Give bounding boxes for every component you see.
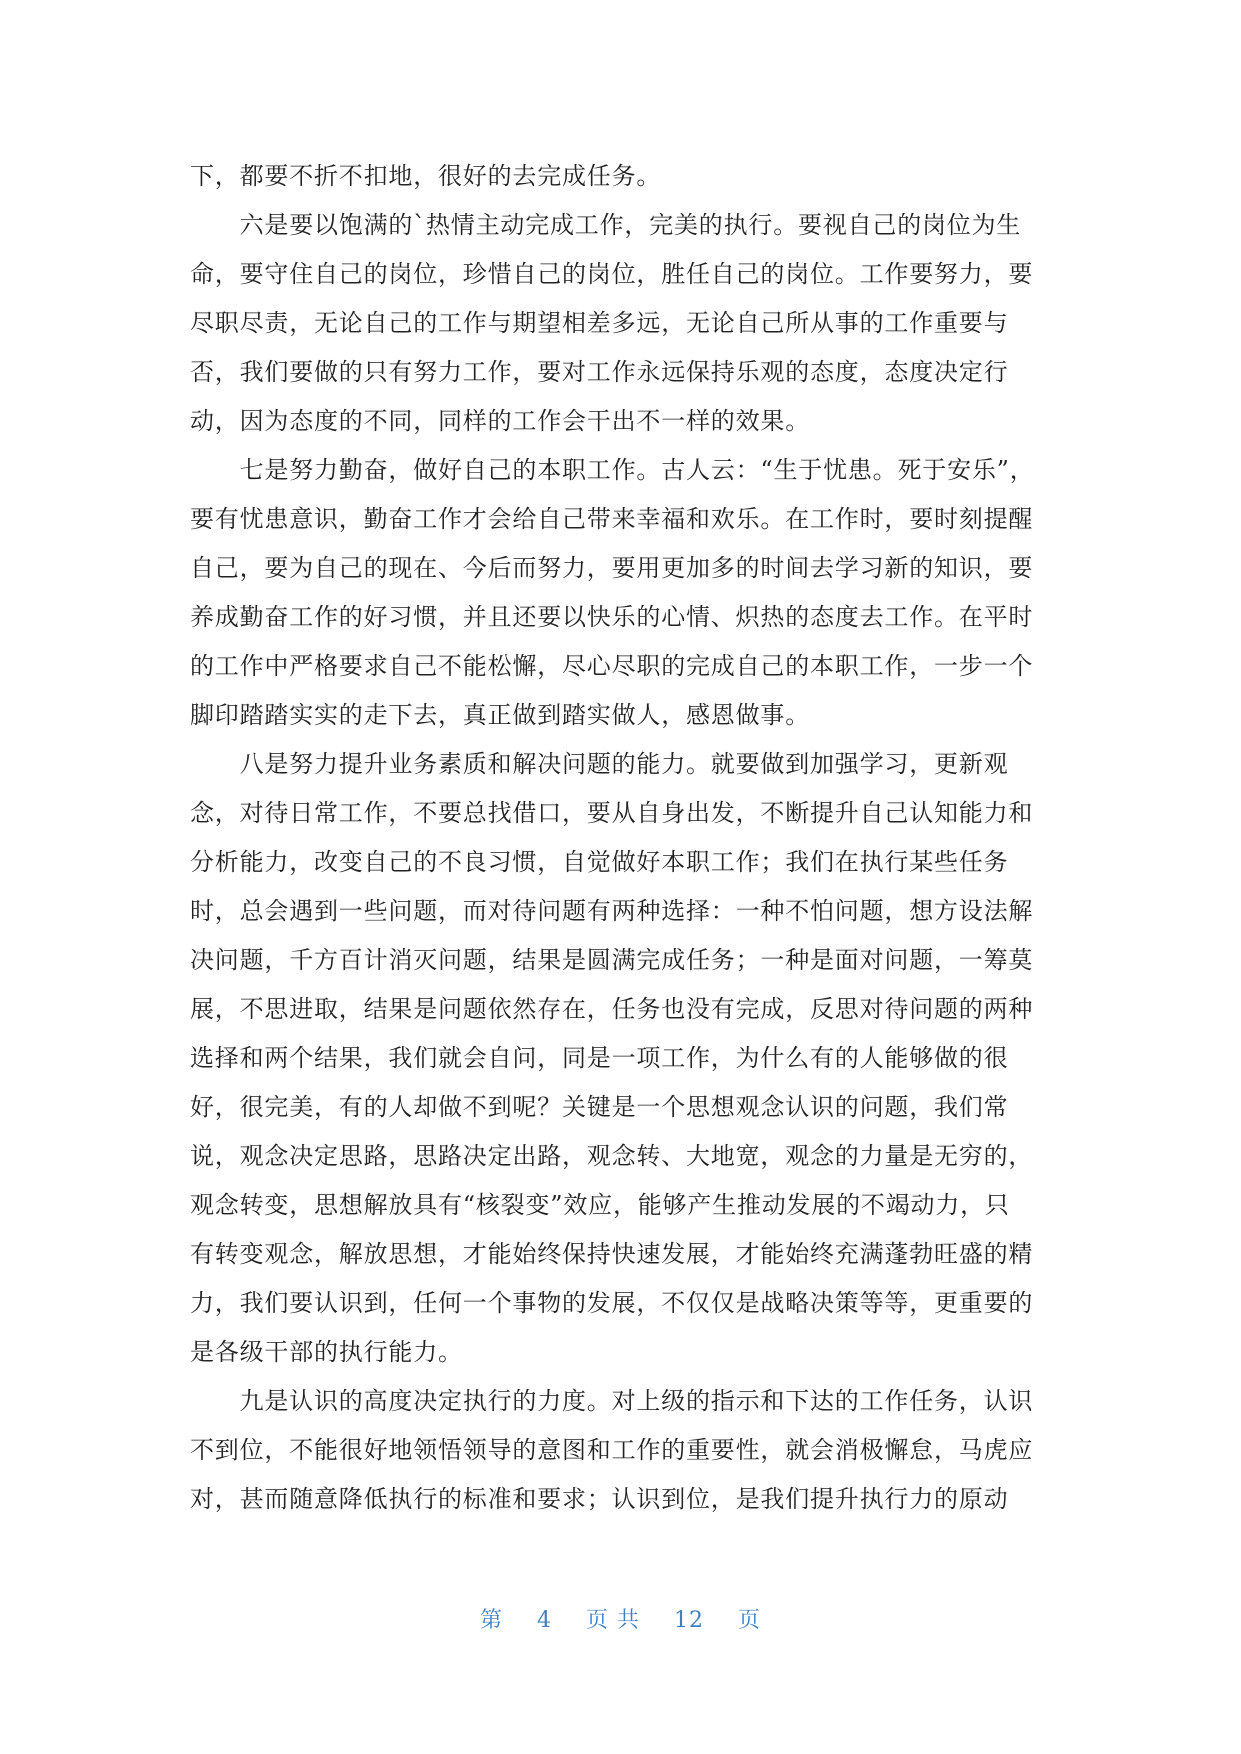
- current-page-number: 4: [537, 1608, 552, 1633]
- text-line: 九是认识的高度决定执行的力度。对上级的指示和下达的工作任务，认识: [190, 1387, 1034, 1415]
- text-line: 是各级干部的执行能力。: [190, 1338, 463, 1366]
- text-line: 的工作中严格要求自己不能松懈，尽心尽职的完成自己的本职工作，一步一个: [190, 652, 1034, 680]
- text-line: 自己，要为自己的现在、今后而努力，要用更加多的时间去学习新的知识，要: [190, 554, 1034, 582]
- text-line: 决问题，千方百计消灭问题，结果是圆满完成任务；一种是面对问题，一筹莫: [190, 946, 1034, 974]
- text-line: 观念转变，思想解放具有“核裂变”效应，能够产生推动发展的不竭动力，只: [190, 1191, 1010, 1219]
- text-line: 时，总会遇到一些问题，而对待问题有两种选择：一种不怕问题，想方设法解: [190, 897, 1034, 925]
- footer-prefix: 第: [479, 1608, 503, 1633]
- text-line: 有转变观念，解放思想，才能始终保持快速发展，才能始终充满蓬勃旺盛的精: [190, 1240, 1034, 1268]
- text-line: 动，因为态度的不同，同样的工作会干出不一样的效果。: [190, 407, 810, 435]
- text-line: 念，对待日常工作，不要总找借口，要从自身出发，不断提升自己认知能力和: [190, 799, 1034, 827]
- text-line: 否，我们要做的只有努力工作，要对工作永远保持乐观的态度，态度决定行: [190, 358, 1009, 386]
- text-line: 对，甚而随意降低执行的标准和要求；认识到位，是我们提升执行力的原动: [190, 1485, 1009, 1513]
- text-line: 尽职尽责，无论自己的工作与期望相差多远，无论自己所从事的工作重要与: [190, 309, 1009, 337]
- page-footer: [0, 1603, 1241, 1634]
- text-line: 选择和两个结果，我们就会自问，同是一项工作，为什么有的人能够做的很: [190, 1044, 1009, 1072]
- footer-suffix: 页: [738, 1608, 762, 1633]
- text-line: 好，很完美，有的人却做不到呢？关键是一个思想观念认识的问题，我们常: [190, 1093, 1009, 1121]
- total-page-count: 12: [674, 1608, 704, 1633]
- text-line: 养成勤奋工作的好习惯，并且还要以快乐的心情、炽热的态度去工作。在平时: [190, 603, 1034, 631]
- text-line: 七是努力勤奋，做好自己的本职工作。古人云：“生于忧患。死于安乐”，: [190, 456, 1035, 484]
- text-line: 脚印踏踏实实的走下去，真正做到踏实做人，感恩做事。: [190, 701, 810, 729]
- text-line: 展，不思进取，结果是问题依然存在，任务也没有完成，反思对待问题的两种: [190, 995, 1034, 1023]
- text-line: 说，观念决定思路，思路决定出路，观念转、大地宽，观念的力量是无穷的，: [190, 1142, 1034, 1170]
- text-line: 命，要守住自己的岗位，珍惜自己的岗位，胜任自己的岗位。工作要努力，要: [190, 260, 1034, 288]
- footer-middle: 页 共: [586, 1608, 640, 1633]
- text-line: 不到位，不能很好地领悟领导的意图和工作的重要性，就会消极懈怠，马虎应: [190, 1436, 1034, 1464]
- text-line: 分析能力，改变自己的不良习惯，自觉做好本职工作；我们在执行某些任务: [190, 848, 1009, 876]
- text-line: 要有忧患意识，勤奋工作才会给自己带来幸福和欢乐。在工作时，要时刻提醒: [190, 505, 1034, 533]
- text-line: 八是努力提升业务素质和解决问题的能力。就要做到加强学习，更新观: [190, 750, 1009, 778]
- text-line: 力，我们要认识到，任何一个事物的发展，不仅仅是战略决策等等，更重要的: [190, 1289, 1034, 1317]
- text-line: 六是要以饱满的`热情主动完成工作，完美的执行。要视自己的岗位为生: [190, 211, 1022, 239]
- text-line: 下，都要不折不扣地，很好的去完成任务。: [190, 162, 662, 190]
- document-body: [190, 152, 1050, 1524]
